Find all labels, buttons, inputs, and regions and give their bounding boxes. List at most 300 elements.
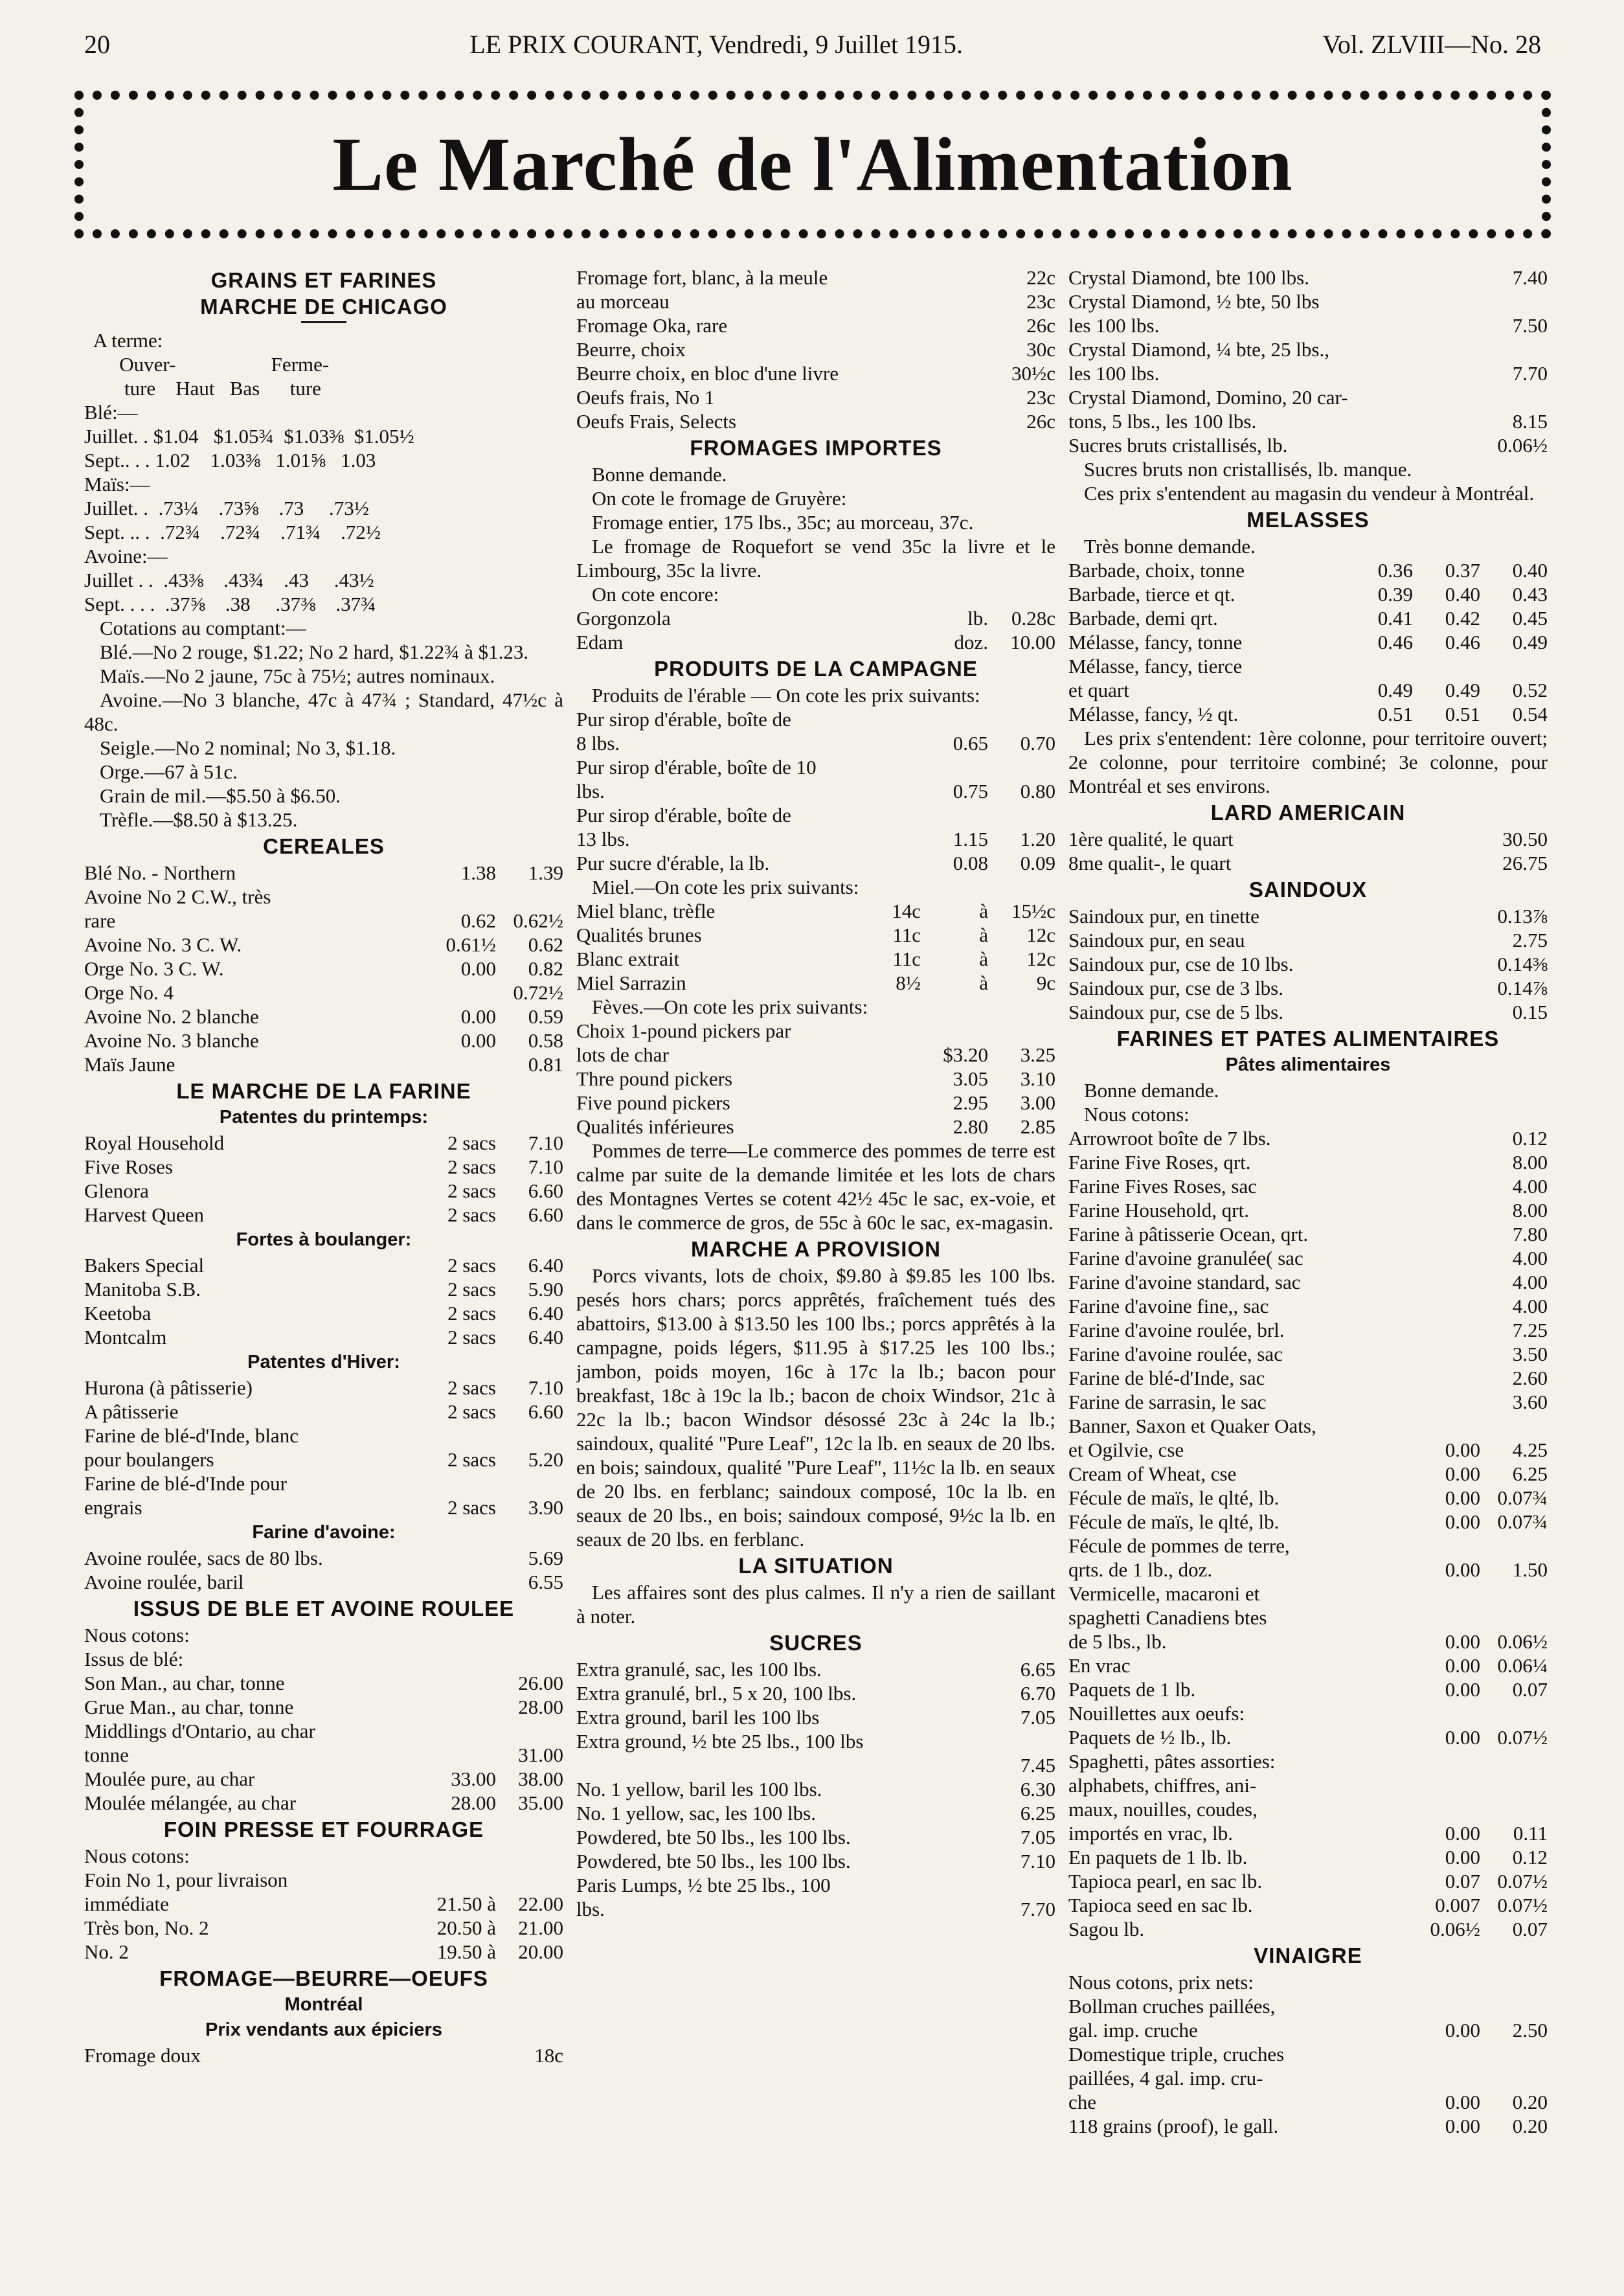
price-value: 2.75 [1512,929,1548,951]
price-value: 7.10 [528,1131,563,1154]
item-label: 1ère qualité, le quart [1068,828,1234,850]
price-row [1068,952,1548,976]
item-label: Fécule de pommes de terre, [1068,1534,1290,1557]
price-row [1068,558,1548,582]
price-row [84,1301,563,1325]
item-label: Farine de blé-d'Inde pour [84,1472,287,1495]
price-value: 0.65 [953,732,988,755]
price-value: 0.07 [1445,1870,1480,1892]
text-paragraph: On cote le fromage de Gruyère: [592,487,847,510]
price-value: 6.60 [528,1179,563,1202]
price-value: 0.09 [1020,852,1055,874]
item-label: Avoine No. 3 C. W. [84,933,242,956]
volume-number: Vol. ZLVIII—No. 28 [1322,29,1541,59]
price-value: 0.58 [528,1029,563,1052]
price-row [84,1623,563,1647]
price-row [1068,266,1548,290]
price-row [576,385,1055,409]
item-label: Extra granulé, brl., 5 x 20, 100 lbs. [576,1682,857,1705]
price-row [1068,928,1548,952]
price-row [576,1115,1055,1139]
section-heading: LA SITUATION [738,1554,894,1578]
price-row [84,1029,563,1052]
text-paragraph: Nous cotons: [1084,1103,1190,1126]
price-value: 1.15 [953,828,988,850]
item-label: Pur sirop d'érable, boîte de 10 [576,756,817,779]
item-label: Crystal Diamond, Domino, 20 car- [1068,386,1348,409]
price-value: 0.00 [460,1029,496,1052]
price-value: 0.00 [460,957,496,980]
price-row [576,313,1055,337]
price-value: 26c [1026,314,1055,337]
price-value: 0.46 [1377,631,1413,654]
price-row [1068,1000,1548,1024]
item-label: maux, nouilles, coudes, [1068,1798,1257,1821]
section-heading: FROMAGE—BEURRE—OEUFS [159,1966,488,1990]
item-label: Keetoba [84,1302,152,1324]
price-value: 18c [534,2044,563,2067]
price-value: 6.65 [1020,1658,1055,1681]
price-value: 1.39 [528,861,563,884]
item-label: Gorgonzola [576,607,671,630]
price-value: lb. [967,607,988,630]
price-value: 2 sacs [447,1131,496,1154]
price-row [84,1671,563,1695]
item-label: Miel Sarrazin [576,972,686,994]
price-value: 1.38 [460,861,496,884]
price-value: 0.51 [1377,703,1413,725]
price-row [576,971,1055,995]
item-label: Pur sucre d'érable, la lb. [576,852,770,874]
item-label: Farine de sarrasin, le sac [1068,1391,1267,1413]
price-value: 8½ [896,972,921,994]
price-row [576,947,1055,971]
price-value: 6.40 [528,1302,563,1324]
item-label: Fécule de maïs, le qlté, lb. [1068,1510,1280,1533]
price-row [1068,1677,1548,1701]
section-heading: VINAIGRE [1254,1944,1362,1968]
item-label: Hurona (à pâtisserie) [84,1376,253,1399]
item-label: qrts. de 1 lb., doz. [1068,1558,1213,1581]
price-value: 0.49 [1445,679,1480,701]
subsection-heading: Montréal [284,1994,363,2015]
price-value: 4.00 [1512,1271,1548,1293]
price-value: 26.00 [518,1672,563,1694]
text-line: ture Haut Bas ture [84,377,321,400]
price-row [84,981,563,1005]
price-row [84,2043,563,2067]
item-label: Farine Fives Roses, sac [1068,1175,1257,1198]
price-value: 1.50 [1512,1558,1548,1581]
price-value: 0.00 [1445,1462,1480,1485]
price-row [1068,827,1548,851]
item-label: Miel blanc, trèfle [576,900,716,922]
price-value: 0.51 [1445,703,1480,725]
price-row [576,1019,1055,1043]
price-value: 0.00 [1445,2115,1480,2137]
text-line: Sept.. . . 1.02 1.03⅜ 1.01⅝ 1.03 [84,449,376,472]
text-paragraph: Maïs.—No 2 jaune, 75c à 75½; autres nominaux. [100,665,495,687]
item-label: Orge No. 4 [84,981,174,1004]
item-label: Barbade, tierce et qt. [1068,583,1235,606]
price-row [576,630,1055,654]
price-value: 0.00 [1445,1846,1480,1869]
price-value: 6.70 [1020,1682,1055,1705]
price-value: 7.80 [1512,1223,1548,1245]
item-label: Paquets de ½ lb., lb. [1068,1726,1232,1749]
item-label: Nouillettes aux oeufs: [1068,1702,1245,1725]
price-value: 15½c [1011,900,1055,922]
price-value: 0.70 [1020,732,1055,755]
item-label: Banner, Saxon et Quaker Oats, [1068,1415,1316,1437]
price-row [1068,1414,1548,1438]
price-row [84,1940,563,1964]
price-row [84,1495,563,1519]
price-value: 0.80 [1020,780,1055,802]
price-row [1068,1534,1548,1558]
price-row [1068,1438,1548,1462]
price-value: 0.07½ [1497,1894,1548,1916]
price-value: 3.50 [1512,1343,1548,1365]
item-label: Sagou lb. [1068,1918,1145,1940]
price-value: 0.06½ [1430,1918,1480,1940]
price-row [1068,1917,1548,1941]
price-value: 9c [1036,972,1055,994]
text-line: Avoine:— [84,545,168,567]
text-paragraph: Très bonne demande. [1084,535,1256,558]
item-label: Crystal Diamond, bte 100 lbs. [1068,266,1309,289]
price-row [1068,1462,1548,1486]
price-value: 7.10 [528,1376,563,1399]
price-value: 14c [892,900,921,922]
item-label: Mélasse, fancy, ½ qt. [1068,703,1239,725]
price-value: 0.40 [1512,559,1548,582]
price-value: 0.12 [1512,1846,1548,1869]
price-value: 0.81 [528,1053,563,1076]
price-value: 7.40 [1512,266,1548,289]
price-value: 3.05 [953,1067,988,1090]
item-label: Sucres bruts cristallisés, lb. [1068,434,1288,457]
item-label: Farine à pâtisserie Ocean, qrt. [1068,1223,1309,1245]
page-number: 20 [84,29,110,59]
price-value: 38.00 [518,1767,563,1790]
item-label: Blé No. - Northern [84,861,236,884]
price-value: 0.62 [528,933,563,956]
text-paragraph: Fèves.—On cote les prix suivants: [592,995,868,1018]
price-row [1068,582,1548,606]
price-value: 30c [1026,338,1055,361]
price-row [576,779,1055,803]
item-label: Saindoux pur, en seau [1068,929,1245,951]
item-label: lbs. [576,1898,605,1920]
item-label: Glenora [84,1179,149,1202]
text-paragraph: Miel.—On cote les prix suivants: [592,876,859,898]
item-label: Bollman cruches paillées, [1068,1995,1276,2018]
item-label: Blanc extrait [576,948,680,970]
section-heading: FOIN PRESSE ET FOURRAGE [163,1817,484,1841]
item-label: Son Man., au char, tonne [84,1672,285,1694]
price-row [1068,1486,1548,1510]
text-paragraph: Les affaires sont des plus calmes. Il n'y a rien de saillant à noter. [576,1581,1055,1628]
item-label: che [1068,2091,1097,2113]
price-value: 0.54 [1512,703,1548,725]
item-label: Avoine roulée, sacs de 80 lbs. [84,1547,323,1569]
price-row [84,1844,563,1868]
item-label: Arrowroot boîte de 7 lbs. [1068,1127,1271,1150]
price-value: 31.00 [518,1744,563,1766]
item-label: Mélasse, fancy, tierce [1068,655,1243,677]
price-value: 0.59 [528,1005,563,1028]
section-heading: MELASSES [1246,508,1370,532]
price-row [84,1719,563,1743]
item-label: Moulée pure, au char [84,1767,255,1790]
price-row [84,1570,563,1594]
price-row [1068,1893,1548,1917]
price-row [1068,1198,1548,1222]
price-row [1068,2114,1548,2138]
item-label: Edam [576,631,624,654]
price-value: 5.69 [528,1547,563,1569]
item-label: Manitoba S.B. [84,1278,201,1301]
item-label: Harvest Queen [84,1203,205,1226]
item-label: Powdered, bte 50 lbs., les 100 lbs. [576,1826,851,1848]
price-value: 0.13⅞ [1497,905,1548,927]
price-row [84,1424,563,1448]
price-value: 2.60 [1512,1367,1548,1389]
price-row [1068,385,1548,409]
price-value: 0.00 [1445,1630,1480,1653]
price-value: à [979,900,988,922]
page-header [84,25,1541,63]
price-row [1068,1270,1548,1294]
text-line: Blé:— [84,401,138,424]
price-row [84,1203,563,1227]
price-row [84,1052,563,1076]
price-value: 28.00 [451,1791,496,1814]
item-label: Avoine No. 3 blanche [84,1029,259,1052]
price-value: 21.50 à [436,1892,496,1915]
price-row [1068,654,1548,678]
price-row [576,1753,1055,1777]
section-heading: CEREALES [263,834,385,858]
price-row [576,1729,1055,1753]
price-value: 7.25 [1512,1319,1548,1341]
price-row [84,1743,563,1767]
section-heading: LE MARCHE DE LA FARINE [176,1079,471,1103]
price-value: 2 sacs [447,1448,496,1471]
item-label: Farine d'avoine fine,, sac [1068,1295,1269,1317]
text-line: Sept. . . . .37⅝ .38 .37⅜ .37¾ [84,593,376,615]
item-label: gal. imp. cruche [1068,2019,1198,2041]
price-value: 20.50 à [436,1916,496,1939]
price-value: 0.06½ [1497,434,1548,457]
price-value: 26c [1026,410,1055,433]
item-label: et Ogilvie, cse [1068,1438,1184,1461]
item-label: Tapioca seed en sac lb. [1068,1894,1253,1916]
price-value: 10.00 [1010,631,1055,654]
item-label: Royal Household [84,1131,225,1154]
item-label: Extra granulé, sac, les 100 lbs. [576,1658,822,1681]
price-value: 22c [1026,266,1055,289]
price-value: 2 sacs [447,1278,496,1301]
price-row [1068,1126,1548,1150]
item-label: et quart [1068,679,1129,701]
price-row [576,755,1055,779]
price-row [576,731,1055,755]
price-row [576,1777,1055,1801]
text-paragraph: Bonne demande. [592,463,727,486]
price-row [1068,630,1548,654]
price-value: à [979,972,988,994]
price-value: 0.72½ [513,981,563,1004]
price-value: 0.00 [460,1005,496,1028]
price-value: 7.10 [528,1155,563,1178]
price-value: 33.00 [451,1767,496,1790]
price-value: 2 sacs [447,1203,496,1226]
item-label: paillées, 4 gal. imp. cru- [1068,2067,1263,2089]
price-value: 0.62½ [513,909,563,932]
price-row [1068,1174,1548,1198]
subsection-heading: Farine d'avoine: [252,1522,396,1543]
item-label: Beurre choix, en bloc d'une livre [576,362,839,385]
item-label: Tapioca pearl, en sac lb. [1068,1870,1263,1892]
price-row [1068,1558,1548,1582]
price-value: 0.40 [1445,583,1480,606]
price-row [576,1657,1055,1681]
item-label: alphabets, chiffres, ani- [1068,1774,1257,1797]
price-row [1068,1821,1548,1845]
price-value: 0.07½ [1497,1726,1548,1749]
item-label: Farine d'avoine roulée, brl. [1068,1319,1285,1341]
price-value: 0.20 [1512,2115,1548,2137]
item-label: Extra ground, ½ bte 25 lbs., 100 lbs [576,1730,864,1753]
price-row [576,1067,1055,1091]
price-value: 7.10 [1020,1850,1055,1872]
item-label: Oeufs frais, No 1 [576,386,715,409]
price-row [84,885,563,909]
price-row [1068,702,1548,726]
price-value: $3.20 [943,1043,988,1066]
price-value: 2 sacs [447,1179,496,1202]
price-value: 2 sacs [447,1155,496,1178]
item-label: Farine d'avoine roulée, sac [1068,1343,1283,1365]
section-title: Le Marché de l'Alimentation [332,122,1293,207]
item-label: Issus de blé: [84,1648,184,1670]
price-row [1068,1994,1548,2018]
item-label: Farine de blé-d'Inde, sac [1068,1367,1265,1389]
price-value: 11c [892,948,921,970]
price-row [576,1705,1055,1729]
item-label: Farine de blé-d'Inde, blanc [84,1424,299,1447]
price-value: 0.06¼ [1497,1654,1548,1677]
price-row [1068,2018,1548,2042]
price-row [1068,1701,1548,1725]
item-label: Choix 1-pound pickers par [576,1019,791,1042]
price-row [84,1916,563,1940]
item-label: engrais [84,1496,142,1519]
price-value: 2.80 [953,1115,988,1138]
price-row [1068,1366,1548,1390]
price-value: 2 sacs [447,1302,496,1324]
text-paragraph: Sucres bruts non cristallisés, lb. manque. [1084,458,1412,481]
item-label: Extra ground, baril les 100 lbs [576,1706,820,1729]
subsection-heading: Fortes à boulanger: [236,1229,412,1250]
price-value: 8.00 [1512,1199,1548,1222]
item-label: Maïs Jaune [84,1053,175,1076]
price-row [84,1892,563,1916]
price-value: 0.00 [1445,1486,1480,1509]
price-row [84,1767,563,1791]
price-value: 22.00 [518,1892,563,1915]
item-label: Qualités brunes [576,924,702,946]
item-label: Barbade, demi qrt. [1068,607,1218,630]
price-value: 3.90 [528,1496,563,1519]
price-value: doz. [954,631,988,654]
item-label: Montcalm [84,1326,167,1348]
text-paragraph: Le fromage de Roquefort se vend 35c la livre et le Limbourg, 35c la livre. [576,535,1055,582]
item-label: au morceau [576,290,670,313]
price-value: 0.14⅞ [1497,977,1548,999]
price-row [1068,1970,1548,1994]
section-heading: LARD AMERICAIN [1210,801,1406,824]
price-value: 7.05 [1020,1826,1055,1848]
price-row [84,1005,563,1029]
price-row [84,1376,563,1400]
text-paragraph: Fromage entier, 175 lbs., 35c; au morceau, 37c. [592,511,974,534]
item-label: Farine Five Roses, qrt. [1068,1151,1251,1174]
item-label: Très bon, No. 2 [84,1916,209,1939]
section-heading: FARINES ET PATES ALIMENTAIRES [1116,1027,1500,1051]
price-value: à [979,948,988,970]
item-label: Avoine No 2 C.W., très [84,885,271,908]
price-row [84,1131,563,1155]
price-value: 4.00 [1512,1175,1548,1198]
text-paragraph: Orge.—67 à 51c. [100,760,238,783]
price-value: 7.70 [1512,362,1548,385]
price-value: 0.07¾ [1497,1486,1548,1509]
price-row [1068,851,1548,875]
price-row [84,1277,563,1301]
price-row [1068,976,1548,1000]
price-value: 0.28c [1011,607,1055,630]
price-value: 12c [1026,948,1055,970]
item-label: tons, 5 lbs., les 100 lbs. [1068,410,1257,433]
price-value: 3.60 [1512,1391,1548,1413]
price-value: 0.00 [1445,2091,1480,2113]
item-label: Powdered, bte 50 lbs., les 100 lbs. [576,1850,851,1872]
item-label: Moulée mélangée, au char [84,1791,297,1814]
price-row [1068,1222,1548,1246]
price-value: 2.95 [953,1091,988,1114]
text-line: Sept. .. . .72¾ .72¾ .71¾ .72½ [84,521,381,543]
price-value: 6.40 [528,1254,563,1277]
item-label: Oeufs Frais, Selects [576,410,737,433]
price-value: 6.25 [1020,1802,1055,1824]
column-3 [1068,266,1548,2260]
price-row [1068,361,1548,385]
item-label: Bakers Special [84,1254,205,1277]
item-label: Saindoux pur, cse de 10 lbs. [1068,953,1294,975]
price-row [576,266,1055,290]
price-value: 0.07 [1512,1918,1548,1940]
price-value: 0.82 [528,957,563,980]
item-label: Fromage doux [84,2044,201,2067]
price-value: 2 sacs [447,1326,496,1348]
price-value: 0.00 [1445,1822,1480,1845]
item-label: les 100 lbs. [1068,362,1160,385]
price-value: 7.70 [1020,1898,1055,1920]
item-label: Crystal Diamond, ¼ bte, 25 lbs., [1068,338,1329,361]
